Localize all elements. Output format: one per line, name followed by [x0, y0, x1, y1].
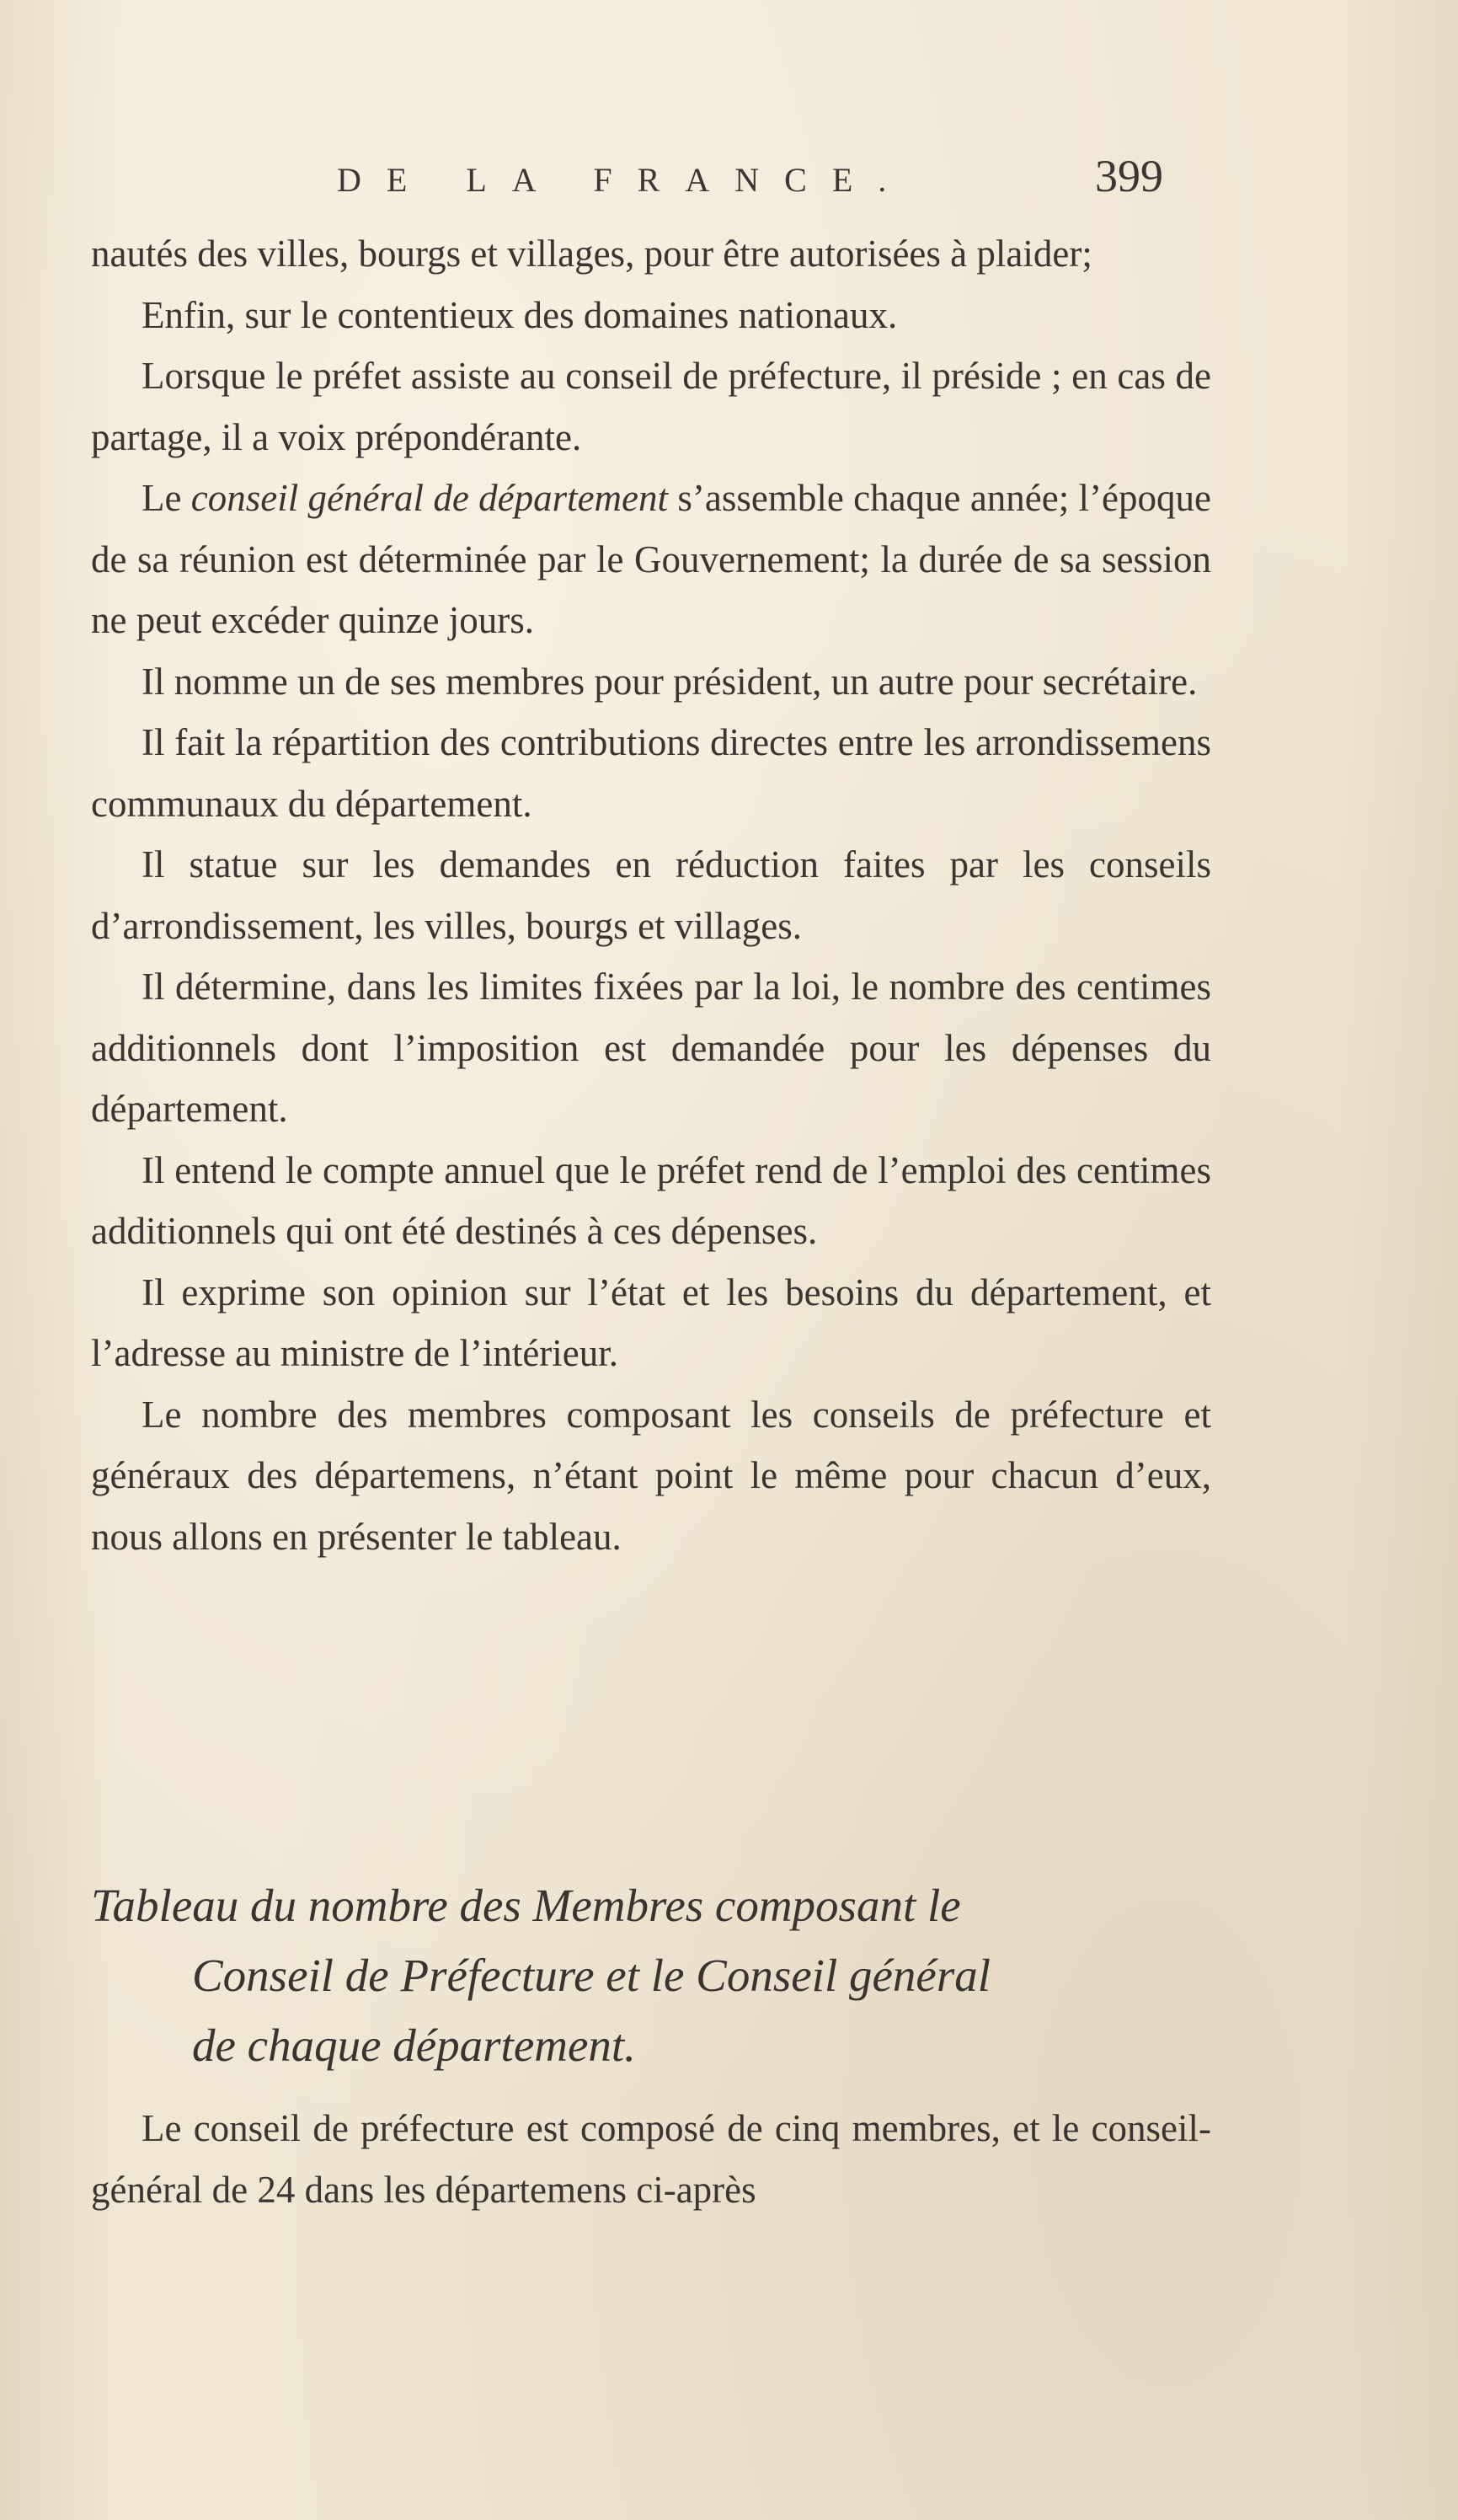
running-head [337, 150, 1196, 209]
section-title-line-3: de chaque département. [192, 2020, 636, 2071]
section-body [91, 2098, 1211, 2220]
paragraph-10: Il exprime son opinion sur l’état et les besoins du département, et l’adresse au ministre de l’intérieur. [91, 1271, 1211, 1374]
section-title-line-2: Conseil de Préfecture et le Conseil général [192, 1950, 991, 2001]
paragraph-1: nautés des villes, bourgs et villages, pour être autorisées à plaider; [91, 233, 1092, 275]
paragraph-6: Il fait la répartition des contributions directes entre les arrondissemens communaux du département. [91, 721, 1211, 825]
paragraph-2: Enfin, sur le contentieux des domaines nationaux. [142, 293, 898, 336]
body-text [91, 223, 1211, 1567]
paragraph-3: Lorsque le préfet assiste au conseil de préfecture, il préside ; en cas de partage, il a voix prépondérante. [91, 355, 1211, 458]
running-title: DE LA FRANCE. [337, 161, 912, 199]
paragraph-11: Le nombre des membres composant les conseils de préfecture et généraux des départemens, n’étant point le même pour chacun d’eux, nous allons en présenter le tableau. [91, 1393, 1211, 1558]
paragraph-4 [91, 468, 1211, 651]
page-number: 399 [1095, 151, 1163, 201]
paragraph-4-start: Le [142, 477, 191, 519]
section-title [91, 1870, 1211, 2080]
paragraph-4-end: s’assemble chaque année; l’époque de sa réunion est déterminée par le Gouvernement; la durée de sa session ne peut excéder quinze jours. [91, 477, 1211, 641]
paragraph-7: Il statue sur les demandes en réduction faites par les conseils d’arrondissement, les villes, bourgs et villages. [91, 843, 1211, 947]
paragraph-5: Il nomme un de ses membres pour président, un autre pour secrétaire. [142, 660, 1198, 703]
paragraph-9: Il entend le compte annuel que le préfet rend de l’emploi des centimes additionnels qui ont été destinés à ces dépenses. [91, 1148, 1211, 1252]
paragraph-8: Il détermine, dans les limites fixées par la loi, le nombre des centimes additionnels dont l’imposition est demandée pour les dépenses du département. [91, 966, 1211, 1130]
section-paragraph-1: Le conseil de préfecture est composé de cinq membres, et le conseil-général de 24 dans les départemens ci-après [91, 2107, 1211, 2211]
section-title-line-1: Tableau du nombre des Membres composant le [91, 1880, 961, 1931]
paragraph-4-italic-term: conseil général de département [190, 477, 669, 519]
